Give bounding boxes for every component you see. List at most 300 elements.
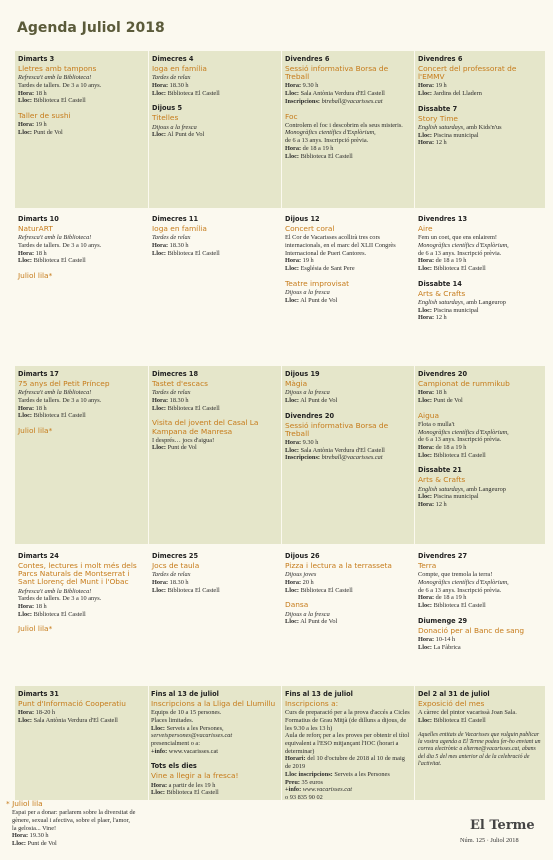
event-line <box>285 786 411 794</box>
field-value: 18 h <box>35 404 47 412</box>
event-date: Fins al 13 de juliol <box>285 690 353 698</box>
event-line <box>285 579 411 587</box>
field-label: Lloc: <box>152 444 166 452</box>
event-line <box>18 257 145 265</box>
event-title: Arts & Crafts <box>418 475 466 485</box>
event-title: 75 anys del Petit Príncep <box>18 379 110 388</box>
agenda-event <box>285 215 411 273</box>
field-label: Lloc: <box>418 493 432 501</box>
page-title: Agenda Juliol 2018 <box>17 20 165 36</box>
event-line <box>12 809 136 832</box>
field-label: Lloc: <box>418 306 432 314</box>
event-line <box>18 82 145 90</box>
event-title: Juliol lila* <box>18 271 53 281</box>
event-line <box>418 709 542 717</box>
field-value: Tardes de relax <box>152 74 191 82</box>
event-line <box>285 145 411 153</box>
event-line <box>418 636 542 644</box>
event-line <box>18 405 145 413</box>
event-line <box>285 779 411 787</box>
field-label: Lloc: <box>18 128 32 136</box>
agenda-event <box>152 419 278 452</box>
agenda-event <box>285 370 411 405</box>
event-line <box>285 397 411 405</box>
event-line <box>418 444 542 452</box>
field-value: Fem un coet, que ens enlairem! <box>418 234 498 242</box>
field-value: Biblioteca El Castell <box>167 586 220 594</box>
agenda-event <box>418 552 542 610</box>
field-value: btreball@vacarisses.cat <box>321 454 383 462</box>
event-date: Diumenge 29 <box>418 616 468 625</box>
day-column <box>414 548 545 683</box>
event-line <box>152 242 278 250</box>
submission-note: Aquelles entitats de Vacarisses que vulguin publicar la vostra agenda a El Terme podeu fer-ho enviant un correu electrònic a elterme@vacarisses.cat, abans del dia 5 del mes anterior al de la celebració de l'activitat. <box>418 731 541 767</box>
field-label: Hora: <box>152 578 169 586</box>
week-row <box>15 366 545 544</box>
event-line <box>152 234 278 242</box>
field-value: 19 h <box>302 257 314 265</box>
event-title: Sessió informativa Borsa de Treball <box>285 64 389 82</box>
event-date: Dimarts 24 <box>18 552 59 560</box>
field-label: Hora: <box>418 314 435 322</box>
field-label: Hora: <box>418 635 435 643</box>
event-line <box>418 124 542 132</box>
event-title: Jocs de taula <box>152 561 200 570</box>
agenda-event <box>18 625 145 633</box>
field-value: Tardes de tallers. De 3 a 10 anys. <box>18 241 102 249</box>
field-value: Tardes de relax <box>152 389 191 397</box>
event-line <box>285 98 411 106</box>
event-line <box>285 618 411 626</box>
event-title: Teatre improvisat <box>285 278 350 288</box>
event-line <box>285 297 411 305</box>
agenda-event <box>18 55 145 105</box>
event-date: Divendres 6 <box>418 55 463 63</box>
event-date: Dissabte 7 <box>418 104 458 113</box>
field-value: Refresca't amb la Biblioteca! <box>18 234 92 242</box>
event-date: Dijous 5 <box>152 104 183 113</box>
event-line <box>152 579 278 587</box>
field-value: Tardes de relax <box>152 234 191 242</box>
agenda-event <box>418 280 542 322</box>
field-label: Hora: <box>18 249 35 257</box>
issue-number: Núm. 125 · Juliol 2018 <box>460 837 519 844</box>
field-label: Hora: <box>18 121 35 129</box>
event-line <box>18 611 145 619</box>
event-line <box>418 452 542 460</box>
event-line <box>418 594 542 602</box>
field-value: Piscina municipal <box>433 131 479 139</box>
event-line <box>418 397 542 405</box>
event-line <box>18 595 145 603</box>
field-value: Tardes de tallers. De 3 a 10 anys. <box>18 396 102 404</box>
agenda-event <box>418 105 542 147</box>
event-line <box>18 397 145 405</box>
event-line <box>152 587 278 595</box>
event-date: Dissabte 21 <box>418 466 462 475</box>
event-juliol-lila <box>6 800 136 848</box>
field-value: El Cor de Vacarisses acollirà tres cors internacionals, en el marc del XLII Congrès Internacional de Pueri Cantores. <box>285 234 396 257</box>
event-line <box>18 129 145 137</box>
event-llegir-fresca <box>151 762 278 797</box>
field-value: de 18 a 19 h <box>435 443 467 451</box>
field-value: Piscina municipal <box>433 306 479 314</box>
field-label: Lloc: <box>418 396 432 404</box>
field-label: Inscripcions: <box>285 454 320 462</box>
field-label: Hora: <box>285 144 302 152</box>
field-label: Hora: <box>285 439 302 447</box>
event-line <box>285 90 411 98</box>
agenda-event <box>18 112 145 137</box>
field-value: 18 h <box>35 249 47 257</box>
field-label: Hora: <box>418 594 435 602</box>
event-line <box>418 389 542 397</box>
field-value: Sala Antònia Verdura d'El Castell <box>300 90 385 98</box>
field-value: presencialment o a: <box>151 740 200 748</box>
agenda-event <box>285 55 411 106</box>
field-value: English saturdays, <box>418 298 465 306</box>
day-column <box>148 211 281 363</box>
event-line <box>285 137 411 145</box>
event-inscripcions <box>285 690 411 802</box>
day-column <box>414 211 545 363</box>
field-value: 10-14 h <box>435 635 456 643</box>
event-title: Tastet d'escacs <box>152 379 208 388</box>
agenda-event <box>285 280 411 305</box>
event-title: Màgia <box>285 379 308 388</box>
event-line <box>152 397 278 405</box>
agenda-event <box>152 552 278 594</box>
field-label: Lloc: <box>418 265 432 273</box>
field-value: de 6 a 13 anys. Inscripció prèvia. <box>418 586 502 594</box>
event-line <box>151 789 278 797</box>
week-row <box>15 211 545 363</box>
agenda-event <box>18 215 145 265</box>
field-label: Hora: <box>418 500 435 508</box>
event-line <box>152 405 278 413</box>
field-value: o 93 835 90 02 <box>285 793 323 801</box>
event-line <box>418 421 542 429</box>
event-line <box>18 588 145 596</box>
field-label: Lloc: <box>152 404 166 412</box>
field-value: Monogràfics científics d'Explòrium, <box>285 129 376 137</box>
agenda-event <box>418 370 542 405</box>
event-title: Foc <box>285 111 298 121</box>
field-value: Biblioteca El Castell <box>433 451 486 459</box>
field-label: +info: <box>151 747 168 755</box>
event-line <box>152 389 278 397</box>
agenda-event <box>285 113 411 161</box>
event-title: Aigua <box>418 410 440 420</box>
event-title: Campionat de rummikub <box>418 379 510 388</box>
agenda-event <box>285 552 411 594</box>
event-date: Dimarts 17 <box>18 370 59 378</box>
event-line <box>152 571 278 579</box>
agenda-event <box>18 427 145 435</box>
field-label: Lloc: <box>285 586 299 594</box>
field-label: Hora: <box>285 257 302 265</box>
event-title: Arts & Crafts <box>418 288 466 298</box>
field-value: Biblioteca El Castell <box>433 602 486 610</box>
field-label: Lloc: <box>12 840 26 848</box>
field-label: Inscripcions: <box>285 97 320 105</box>
event-date: Dijous 26 <box>285 552 320 560</box>
field-label: Lloc: <box>152 89 166 97</box>
field-label: Hora: <box>151 781 168 789</box>
event-line <box>285 454 411 462</box>
event-line <box>18 234 145 242</box>
field-value: Punt de Vol <box>167 444 197 452</box>
field-value: de 18 a 19 h <box>302 144 334 152</box>
field-value: Biblioteca El Castell <box>167 404 220 412</box>
field-value: Biblioteca El Castell <box>300 152 353 160</box>
event-title: Titelles <box>152 113 179 123</box>
field-value: 18 h <box>435 389 447 397</box>
event-line <box>418 265 542 273</box>
event-line <box>418 82 542 90</box>
event-date: Divendres 6 <box>285 55 330 63</box>
field-label: Hora: <box>418 443 435 451</box>
field-label: Preu: <box>285 778 300 786</box>
field-label: Lloc: <box>285 152 299 160</box>
event-title: Story Time <box>418 113 458 123</box>
event-line <box>18 97 145 105</box>
field-value: de 6 a 13 anys. Inscripció prèvia. <box>418 436 502 444</box>
el-terme-logo: El Terme <box>470 818 535 833</box>
field-label: Lloc: <box>285 265 299 273</box>
event-title: Lletres amb tampons <box>18 64 97 73</box>
field-value: Punt de Vol <box>27 840 57 848</box>
day-column <box>281 548 414 683</box>
agenda-event <box>418 412 542 460</box>
field-value: 12 h <box>435 314 447 322</box>
event-line <box>152 437 278 445</box>
field-extra: amb Kids'n'us <box>464 124 502 132</box>
event-date: Tots els dies <box>151 762 197 771</box>
event-date: Divendres 13 <box>418 215 468 223</box>
event-line <box>285 732 411 755</box>
event-line <box>285 771 411 779</box>
field-label: Lloc inscripcions: <box>285 770 333 778</box>
event-line <box>12 832 136 840</box>
event-line <box>418 501 542 509</box>
field-label: Hora: <box>285 578 302 586</box>
col-inscripcions <box>281 686 414 858</box>
field-value: 19 h <box>35 121 47 129</box>
field-label: Hora: <box>152 396 169 404</box>
field-value: www.vacarisses.cat <box>302 786 352 794</box>
field-value: 35 euros <box>301 778 324 786</box>
event-date: Dijous 19 <box>285 370 320 378</box>
field-value: English saturdays, <box>418 485 465 493</box>
field-value: Dijous a la fresca <box>285 610 330 618</box>
field-value: Places limitades. <box>151 716 194 724</box>
field-value: La Fàbrica <box>433 643 461 651</box>
field-value: Tardes de relax <box>152 571 191 579</box>
event-date: Dissabte 14 <box>418 279 462 288</box>
event-line <box>418 242 542 250</box>
event-date: Dimarts 31 <box>18 690 59 698</box>
field-label: Hora: <box>418 82 435 90</box>
field-value: Sala Antònia Verdura d'El Castell <box>300 446 385 454</box>
field-value: de 18 a 19 h <box>435 257 467 265</box>
field-value: Espai per a donar: parlarem sobre la diversitat de gènere, sexual i afectiva, sobre el plaer, l'amor, la gelosia... Vine! <box>12 809 136 832</box>
event-line <box>418 257 542 265</box>
event-line <box>418 250 542 258</box>
field-value: Equips de 10 a 15 persones. <box>151 709 222 717</box>
event-date: Divendres 20 <box>285 411 335 420</box>
event-line <box>151 732 278 740</box>
field-label: Lloc: <box>152 131 166 139</box>
field-label: Lloc: <box>418 643 432 651</box>
event-title: Pizza i lectura a la terrasseta <box>285 561 392 570</box>
field-label: Lloc: <box>418 131 432 139</box>
day-column <box>281 366 414 544</box>
field-value: Església de Sant Pere <box>300 265 355 273</box>
event-date: Dimecres 18 <box>152 370 199 378</box>
field-value: 18 h <box>35 89 47 97</box>
field-value: Tardes de tallers. De 3 a 10 anys. <box>18 595 102 603</box>
event-line <box>151 782 278 790</box>
event-line <box>285 587 411 595</box>
field-label: Lloc: <box>418 90 432 98</box>
field-value: Punt de Vol <box>33 128 63 136</box>
event-line <box>152 131 278 139</box>
event-line <box>285 122 411 130</box>
event-line <box>151 709 278 717</box>
event-line <box>151 725 278 733</box>
event-title: Exposició del mes <box>418 699 485 708</box>
event-line <box>285 611 411 619</box>
field-value: Compte, que tremola la terra! <box>418 571 493 579</box>
event-line <box>285 571 411 579</box>
event-date: Dimecres 4 <box>152 55 194 63</box>
event-title: Sessió informativa Borsa de Treball <box>285 420 389 438</box>
event-line <box>418 307 542 315</box>
field-label: Lloc: <box>151 724 165 732</box>
event-title: Concert del professorat de l'EMMV <box>418 64 517 82</box>
event-line <box>418 493 542 501</box>
field-value: Al Punt de Vol <box>300 618 338 626</box>
field-value: I després… jocs d'aigua! <box>152 436 215 444</box>
event-title: Taller de sushi <box>18 111 71 121</box>
field-label: Lloc: <box>18 610 32 618</box>
field-extra: amb Langeurop <box>464 298 506 306</box>
event-title: Donació per al Banc de sang <box>418 625 525 635</box>
event-details <box>6 809 136 848</box>
field-label: Hora: <box>152 81 169 89</box>
event-line <box>418 579 542 587</box>
juliol-lila-note <box>6 800 136 855</box>
event-line <box>285 709 411 732</box>
field-value: 18.30 h <box>169 396 189 404</box>
event-line <box>152 250 278 258</box>
event-line <box>18 121 145 129</box>
day-column <box>148 51 281 208</box>
event-date: Dimecres 25 <box>152 552 199 560</box>
field-value: Refresca't amb la Biblioteca! <box>18 587 92 595</box>
event-line <box>418 429 542 437</box>
event-line <box>285 82 411 90</box>
agenda-event <box>152 55 278 97</box>
event-line <box>18 250 145 258</box>
week-row <box>15 51 545 208</box>
event-line <box>151 748 278 756</box>
event-title: Dansa <box>285 600 309 610</box>
field-value: 18 h <box>35 603 47 611</box>
field-label: Lloc: <box>18 412 32 420</box>
field-value: Biblioteca El Castell <box>167 89 220 97</box>
event-title: Concert coral <box>285 224 335 233</box>
event-llumillu <box>151 690 278 755</box>
field-value: 19.30 h <box>29 832 49 840</box>
day-column <box>15 548 148 683</box>
day-column <box>15 51 148 208</box>
field-value: 18.30 h <box>169 81 189 89</box>
field-value: de 6 a 13 anys. Inscripció prèvia. <box>285 137 369 145</box>
event-title: Terra <box>418 561 437 570</box>
field-value: Serveis a les Persones <box>334 770 390 778</box>
field-value: 12 h <box>435 500 447 508</box>
agenda-event <box>418 215 542 273</box>
event-title: Vine a llegir a la fresca! <box>151 771 239 781</box>
event-line <box>285 389 411 397</box>
field-value: Flota o mulla't <box>418 420 455 428</box>
field-value: Jardins del Lladern <box>433 90 482 98</box>
event-date: Del 2 al 31 de juliol <box>418 690 490 698</box>
field-value: 18.30 h <box>169 578 189 586</box>
event-title: NaturART <box>18 224 53 233</box>
field-label: Horari: <box>285 755 306 763</box>
field-value: 20 h <box>302 578 314 586</box>
day-column <box>148 548 281 683</box>
event-title: Ioga en família <box>152 224 207 233</box>
event-line <box>418 132 542 140</box>
field-value: A càrrec del pintor vacarissà Joan Sala. <box>418 709 517 717</box>
agenda-event <box>285 601 411 626</box>
day-column <box>15 366 148 544</box>
field-label: Lloc: <box>418 451 432 459</box>
field-value: Tardes de tallers. De 3 a 10 anys. <box>18 81 102 89</box>
event-title: Inscripcions a: <box>285 699 339 708</box>
col-llumillu <box>148 686 281 858</box>
field-value: English saturdays, <box>418 124 465 132</box>
agenda-event <box>152 370 278 412</box>
field-value: Refresca't amb la Biblioteca! <box>18 389 92 397</box>
event-line <box>418 436 542 444</box>
field-value: 18.30 h <box>169 241 189 249</box>
field-value: Dijous a la fresca <box>285 288 330 296</box>
agenda-event <box>418 55 542 98</box>
event-title: Punt d'Informació Cooperatiu <box>18 699 126 708</box>
event-line <box>418 90 542 98</box>
field-value: Al Punt de Vol <box>300 296 338 304</box>
event-line <box>18 389 145 397</box>
field-value: Biblioteca El Castell <box>33 412 86 420</box>
field-value: Monogràfics científics d'Explòrium, <box>418 428 509 436</box>
event-line <box>285 265 411 273</box>
field-value: Monogràfics científics d'Explòrium, <box>418 241 509 249</box>
field-label: Lloc: <box>285 618 299 626</box>
event-line <box>18 74 145 82</box>
day-column <box>414 366 545 544</box>
field-value: serveispersones@vacarisses.cat <box>151 732 233 740</box>
field-label: Lloc: <box>418 602 432 610</box>
field-value: Aula de reforç per a les proves per obtenir el títol equivalent a l'ESO mitjançant l'IOC (horari a determinar) <box>285 732 410 755</box>
field-label: Lloc: <box>18 257 32 265</box>
event-title: Juliol lila <box>12 799 43 808</box>
agenda-event <box>418 466 542 508</box>
